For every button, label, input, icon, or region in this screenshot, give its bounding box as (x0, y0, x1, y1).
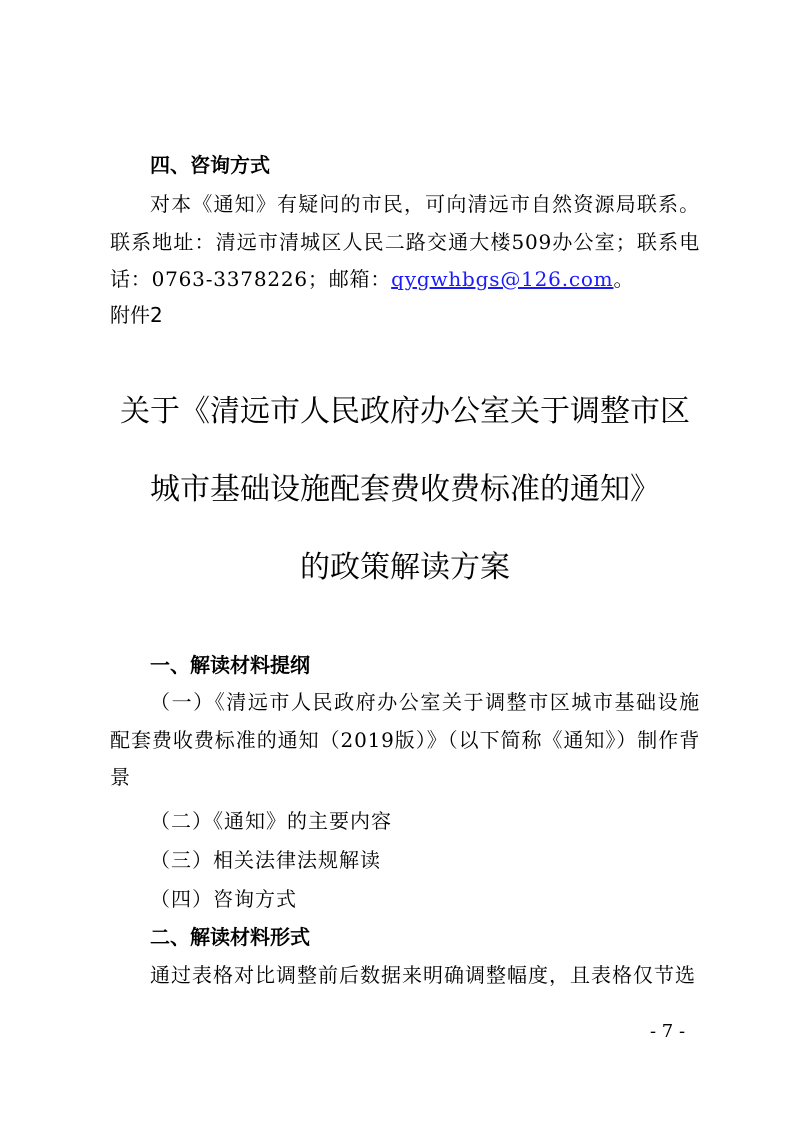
outline-item-2: （二）《通知》的主要内容 (150, 809, 392, 833)
contact-text-end: 。 (613, 267, 635, 291)
page-number: - 7 - (650, 1021, 686, 1042)
email-link[interactable]: qygwhbgs@126.com (391, 267, 614, 291)
doc-title-line-3: 的政策解读方案 (300, 550, 510, 585)
section-four-heading: 四、咨询方式 (150, 153, 270, 177)
outline-item-1: （一）《清远市人民政府办公室关于调整市区城市基础设施配套费收费标准的通知（2019版）》（以下简称《通知》）制作背景 (110, 690, 700, 789)
outline-item-3: （三）相关法律法规解读 (150, 848, 381, 872)
doc-title-line-1: 关于《清远市人民政府办公室关于调整市区 (120, 394, 690, 429)
attachment-label: 附件2 (110, 303, 163, 327)
contact-text: 对本《通知》有疑问的市民，可向清远市自然资源局联系。联系地址：清远市清城区人民二路交通大楼509办公室；联系电话：0763-3378226；邮箱： (110, 192, 700, 291)
outline-item-4: （四）咨询方式 (150, 887, 297, 911)
form-paragraph: 通过表格对比调整前后数据来明确调整幅度，且表格仅节选 (150, 963, 696, 987)
doc-title-line-2: 城市基础设施配套费收费标准的通知》 (150, 472, 660, 507)
contact-paragraph (110, 186, 700, 299)
form-heading: 二、解读材料形式 (150, 925, 310, 949)
outline-heading: 一、解读材料提纲 (150, 653, 310, 677)
